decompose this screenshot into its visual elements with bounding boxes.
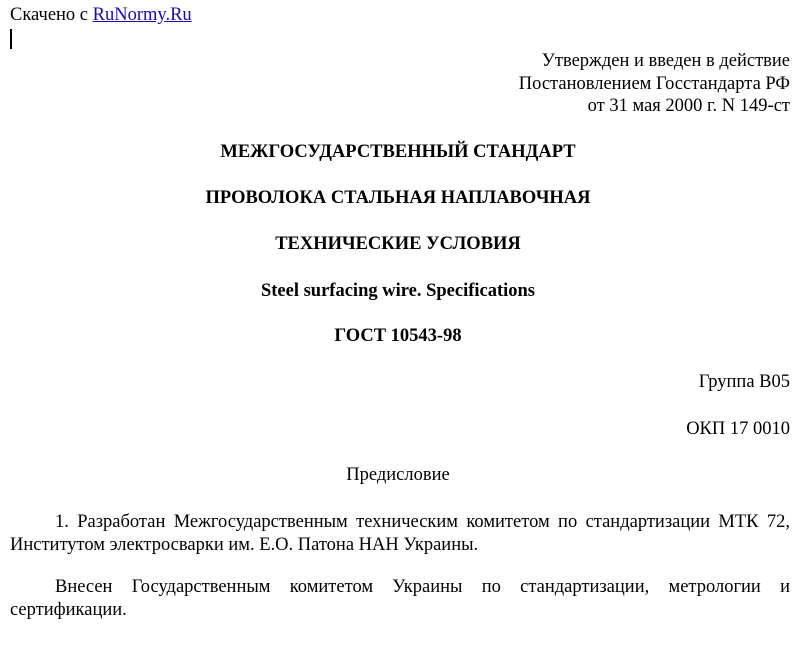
document-title: ПРОВОЛОКА СТАЛЬНАЯ НАПЛАВОЧНАЯ xyxy=(205,188,591,208)
approval-block xyxy=(519,50,790,118)
foreword-paragraph-2: Внесен Государственным комитетом Украины по стандартизации, метрологии и сертификации. xyxy=(10,577,790,620)
foreword-heading: Предисловие xyxy=(346,465,450,485)
document-subtitle: ТЕХНИЧЕСКИЕ УСЛОВИЯ xyxy=(275,234,521,254)
source-prefix: Скачено с xyxy=(10,5,93,25)
source-line xyxy=(10,5,192,26)
approval-line-3: от 31 мая 2000 г. N 149-ст xyxy=(587,96,790,116)
standard-code: ГОСТ 10543-98 xyxy=(334,326,462,346)
standard-type: МЕЖГОСУДАРСТВЕННЫЙ СТАНДАРТ xyxy=(220,142,576,162)
text-cursor xyxy=(10,29,12,49)
approval-line-1: Утвержден и введен в действие xyxy=(541,51,790,71)
group-code: Группа В05 xyxy=(698,372,790,392)
english-title: Steel surfacing wire. Specifications xyxy=(260,281,536,301)
okp-code: ОКП 17 0010 xyxy=(686,419,790,439)
foreword-paragraph-1: 1. Разработан Межгосударственным техническим комитетом по стандартизации МТК 72, Институтом электросварки им. Е.О. Патона НАН Украины. xyxy=(10,512,790,555)
source-link[interactable]: RuNormy.Ru xyxy=(92,5,192,25)
approval-line-2: Постановлением Госстандарта РФ xyxy=(518,73,790,94)
